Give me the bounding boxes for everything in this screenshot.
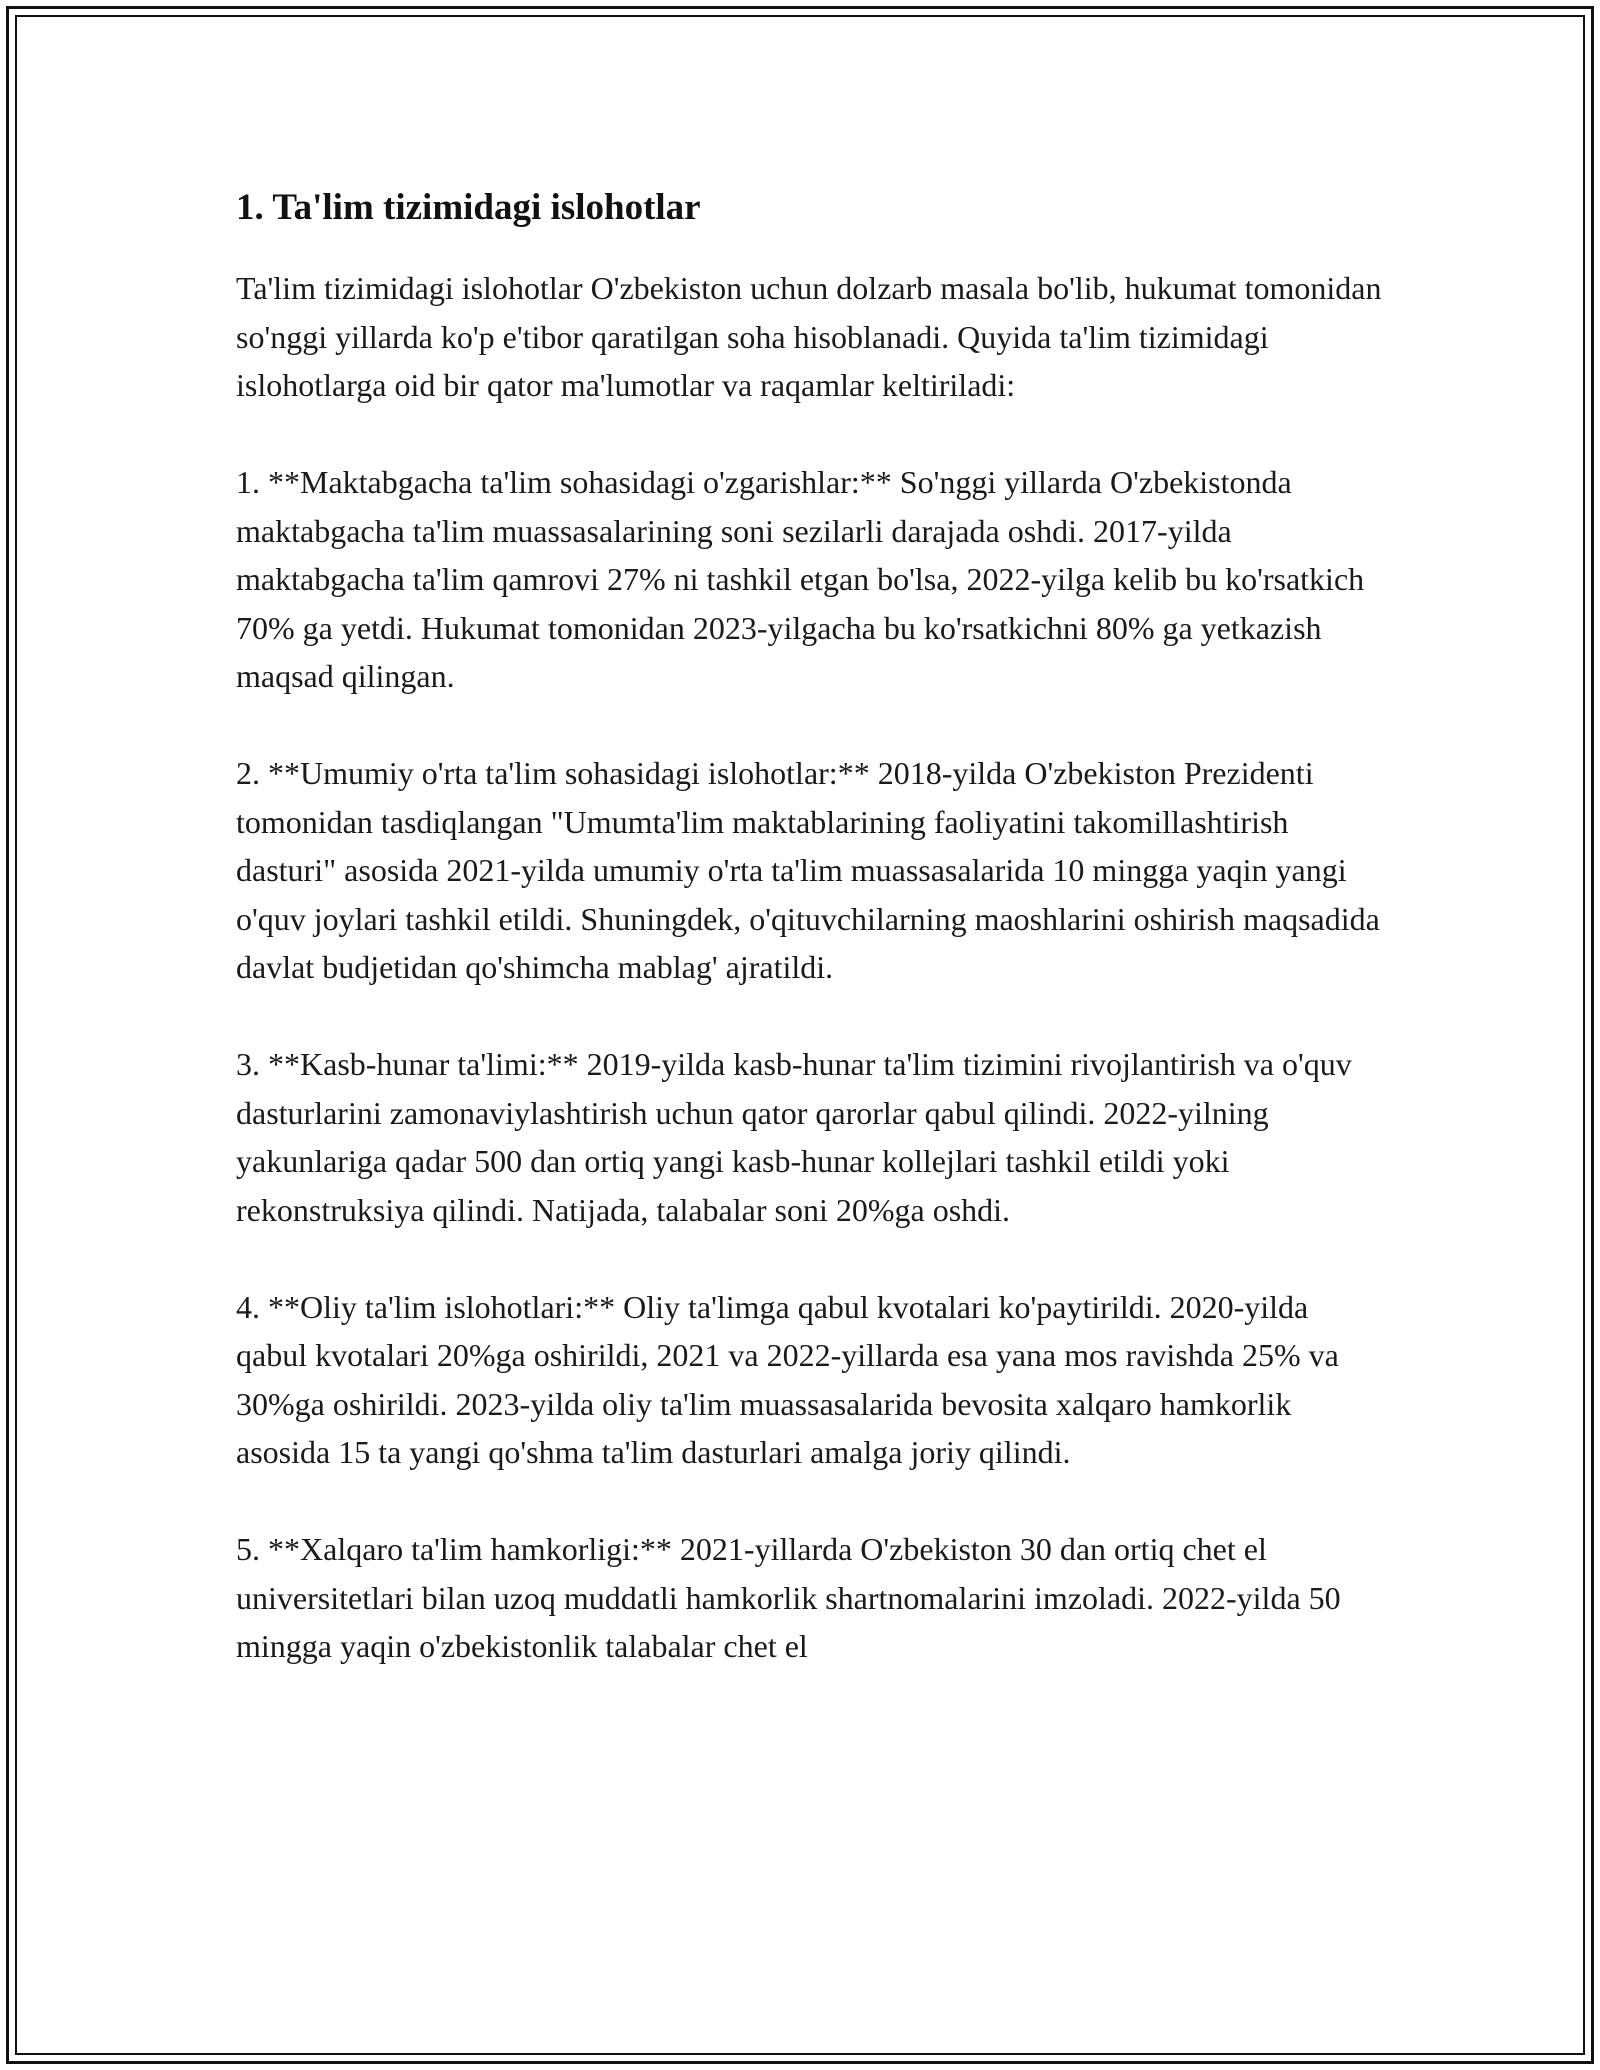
item-preschool-education: 1. **Maktabgacha ta'lim sohasidagi o'zgarishlar:** So'nggi yillarda O'zbekistonda maktabgacha ta'lim muassasalarining soni sezilarli darajada oshdi. 2017-yilda maktabgacha ta'lim qamrovi 27% ni tashkil etgan bo'lsa, 2022-yilga kelib bu ko'rsatkich 70% ga yetdi. Hukumat tomonidan 2023-yilgacha bu ko'rsatkichni 80% ga yetkazish maqsad qilingan. (236, 464, 1365, 694)
intro-paragraph: Ta'lim tizimidagi islohotlar O'zbekiston uchun dolzarb masala bo'lib, hukumat tomonidan so'nggi yillarda ko'p e'tibor qaratilgan soha hisoblanadi. Quyida ta'lim tizimidagi islohotlarga oid bir qator ma'lumotlar va raqamlar keltiriladi: (236, 270, 1382, 403)
item-higher-education: 4. **Oliy ta'lim islohotlari:** Oliy ta'limga qabul kvotalari ko'paytirildi. 2020-yilda qabul kvotalari 20%ga oshirildi, 2021 va 2022-yillarda esa yana mos ravishda 25% va 30%ga oshirildi. 2023-yilda oliy ta'lim muassasalarida bevosita xalqaro hamkorlik asosida 15 ta yangi qo'shma ta'lim dasturlari amalga joriy qilindi. (236, 1288, 1339, 1470)
document-body (236, 186, 1386, 1671)
item-international-cooperation: 5. **Xalqaro ta'lim hamkorligi:** 2021-yillarda O'zbekiston 30 dan ortiq chet el universitetlari bilan uzoq muddatli hamkorlik shartnomalarini imzoladi. 2022-yilda 50 mingga yaqin o'zbekistonlik talabalar chet el (236, 1531, 1341, 1664)
item-vocational-education: 3. **Kasb-hunar ta'limi:** 2019-yilda kasb-hunar ta'lim tizimini rivojlantirish va o'quv dasturlarini zamonaviylashtirish uchun qator qarorlar qabul qilindi. 2022-yilning yakunlariga qadar 500 dan ortiq yangi kasb-hunar kollejlari tashkil etildi yoki rekonstruksiya qilindi. Natijada, talabalar soni 20%ga oshdi. (236, 1046, 1352, 1228)
item-general-secondary-education: 2. **Umumiy o'rta ta'lim sohasidagi islohotlar:** 2018-yilda O'zbekiston Prezidenti tomonidan tasdiqlangan "Umumta'lim maktablarining faoliyatini takomillashtirish dasturi" asosida 2021-yilda umumiy o'rta ta'lim muassasalarida 10 mingga yaqin yangi o'quv joylari tashkil etildi. Shuningdek, o'qituvchilarning maoshlarini oshirish maqsadida davlat budjetidan qo'shimcha mablag' ajratildi. (236, 755, 1380, 985)
section-heading: 1. Ta'lim tizimidagi islohotlar (236, 187, 701, 228)
